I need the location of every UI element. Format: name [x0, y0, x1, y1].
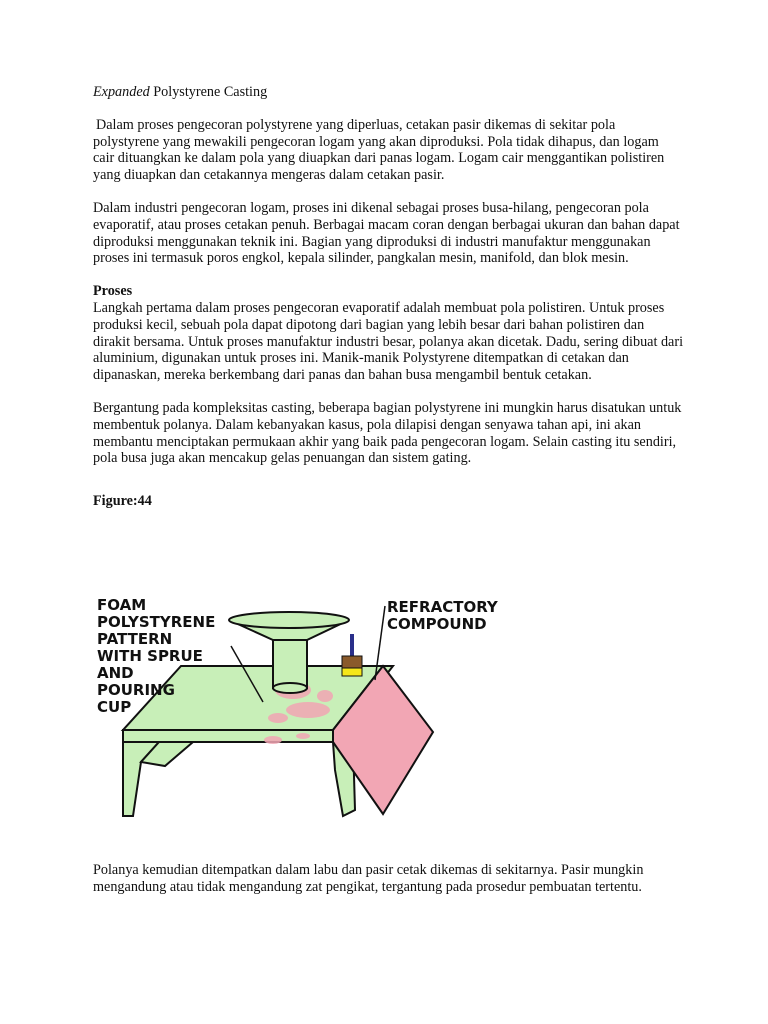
intro-paragraph-1: Dalam proses pengecoran polystyrene yang diperluas, cetakan pasir dikemas di sekitar pola polystyrene yang mewakili pengecoran logam yang akan diproduksi. Pola tidak dihapus, dan logam cair dituangkan ke dalam pola yang diuapkan dari panas logam. Logam cair menggantikan polistiren yang diuapkan dan cetakannya mengeras dalam cetakan pasir. [93, 116, 665, 184]
label-right-line-2: COMPOUND [387, 615, 487, 633]
section-paragraph-2: Bergantung pada kompleksitas casting, beberapa bagian polystyrene ini mungkin harus disatukan untuk membentuk polanya. Dalam kebanyakan kasus, pola dilapisi dengan senyawa tahan api, ini akan membantu menciptakan permukaan akhir yang baik pada pengecoran logam. Selain casting itu sendiri, pola busa juga akan mencakup gelas penuangan dan sistem gating. [93, 399, 682, 467]
title-italic: Expanded [93, 84, 150, 100]
figure-illustration [93, 590, 513, 830]
label-right-line-1: REFRACTORY [387, 598, 498, 616]
section-paragraph-1: Langkah pertama dalam proses pengecoran evaporatif adalah membuat pola polistiren. Untuk proses produksi kecil, sebuah pola dapat dipotong dari bagian yang lebih besar dari bahan polistiren dan dirakit bersama. Untuk proses manufaktur industri besar, polanya akan dicetak. Dadu, sering dibuat dari aluminium, digunakan untuk proses ini. Manik-manik Polystyrene ditempatkan di cetakan dan dipanaskan, mereka berkembang dari panas dan bahan busa mengambil bentuk cetakan. [93, 299, 684, 384]
foam-pattern-figure [93, 590, 513, 830]
title-rest: Polystyrene Casting [149, 84, 268, 100]
label-left-line-6: POURING [97, 681, 175, 699]
section-heading: Proses [93, 283, 133, 300]
label-left-line-4: WITH SPRUE [97, 647, 203, 665]
label-left-line-3: PATTERN [97, 630, 173, 648]
figure-label-right [387, 598, 503, 633]
document-body [93, 84, 683, 510]
label-left-line-1: FOAM [97, 596, 147, 614]
label-left-line-5: AND [97, 664, 134, 682]
closing-paragraph: Polanya kemudian ditempatkan dalam labu dan pasir cetak dikemas di sekitarnya. Pasir mungkin mengandung atau tidak mengandung zat pengikat, tergantung pada prosedur pembuatan tertentu. [93, 862, 644, 895]
intro-paragraph-2: Dalam industri pengecoran logam, proses ini dikenal sebagai proses busa-hilang, pengecoran pola evaporatif, atau proses cetakan penuh. Berbagai macam coran dengan berbagai ukuran dan bahan dapat diproduksi menggunakan teknik ini. Bagian yang diproduksi di industri manufaktur menggunakan proses ini termasuk poros engkol, kepala silinder, pangkalan mesin, manifold, dan blok mesin. [93, 199, 680, 267]
closing-section [93, 862, 683, 912]
document-title [93, 84, 683, 101]
label-left-line-2: POLYSTYRENE [97, 613, 216, 631]
brush-icon [342, 634, 362, 676]
figure-label: Figure:44 [93, 493, 152, 510]
label-left-line-7: CUP [97, 698, 132, 716]
